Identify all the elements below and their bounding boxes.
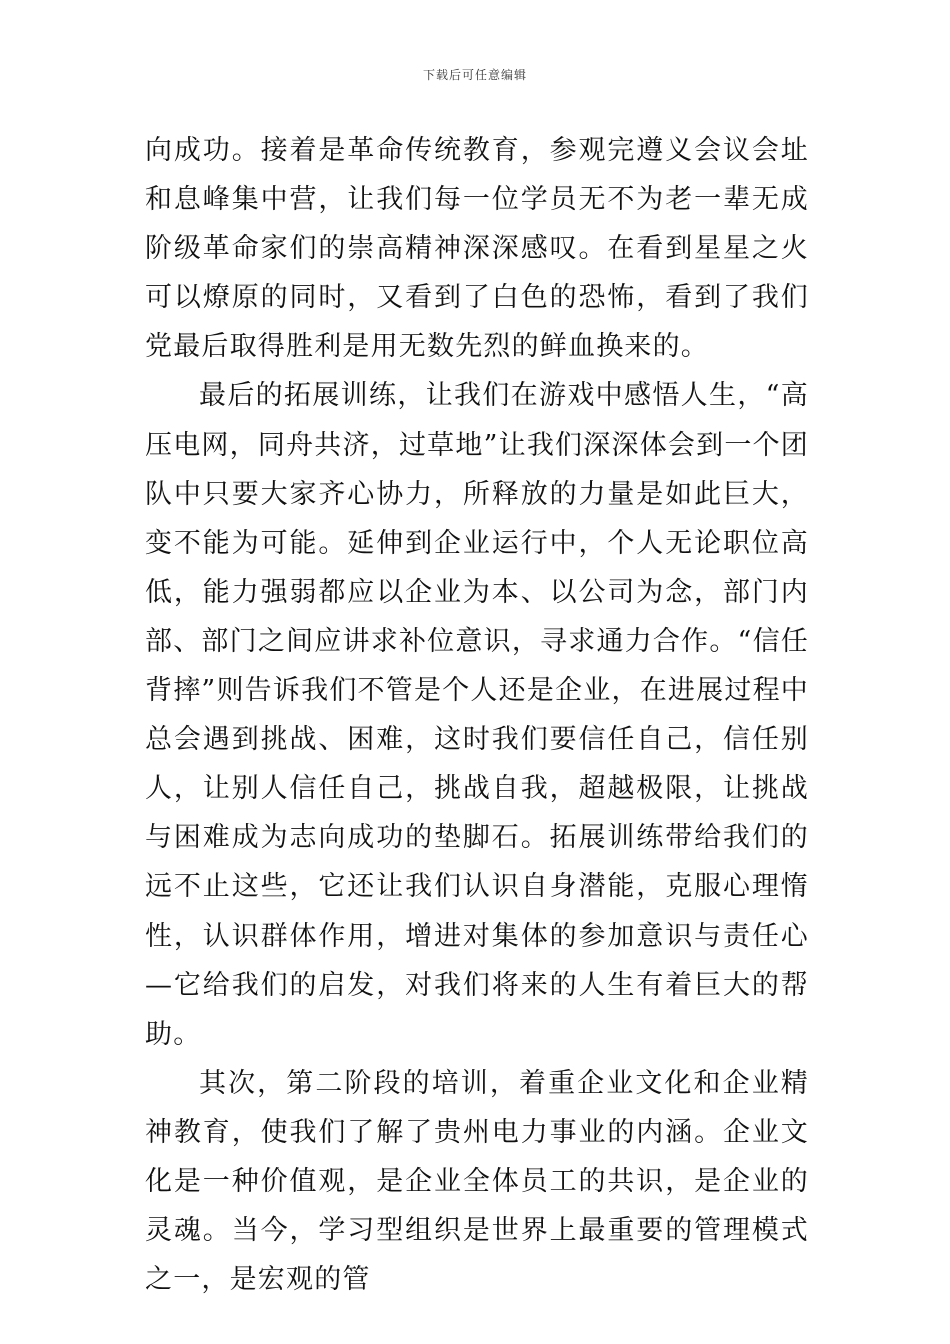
document-body (145, 126, 809, 1304)
paragraph-expansion-training: 最后的拓展训练，让我们在游戏中感悟人生，“高压电网，同舟共济，过草地”让我们深深体会到一个团队中只要大家齐心协力，所释放的力量是如此巨大，变不能为可能。延伸到企业运行中，个人无论职位高低，能力强弱都应以企业为本、以公司为念，部门内部、部门之间应讲求补位意识，寻求通力合作。“信任背摔”则告诉我们不管是个人还是企业，在进展过程中总会遇到挑战、困难，这时我们要信任自己，信任别人，让别人信任自己，挑战自我，超越极限，让挑战与困难成为志向成功的垫脚石。拓展训练带给我们的远不止这些，它还让我们认识自身潜能，克服心理惰性，认识群体作用，增进对集体的参加意识与责任心—它给我们的启发，对我们将来的人生有着巨大的帮助。 (145, 380, 809, 1050)
paragraph-continuation: 向成功。接着是革命传统教育，参观完遵义会议会址和息峰集中营，让我们每一位学员无不为老一辈无成阶级革命家们的崇高精神深深感叹。在看到星星之火可以燎原的同时，又看到了白色的恐怖，看到了我们党最后取得胜利是用无数先烈的鲜血换来的。 (145, 135, 809, 363)
header-note: 下载后可任意编辑 (422, 68, 527, 82)
paragraph-second-stage: 其次，第二阶段的培训，着重企业文化和企业精神教育，使我们了解了贵州电力事业的内涵。企业文化是一种价值观，是企业全体员工的共识，是企业的灵魂。当今，学习型组织是世界上最重要的管理模式之一，是宏观的管 (145, 1067, 809, 1296)
